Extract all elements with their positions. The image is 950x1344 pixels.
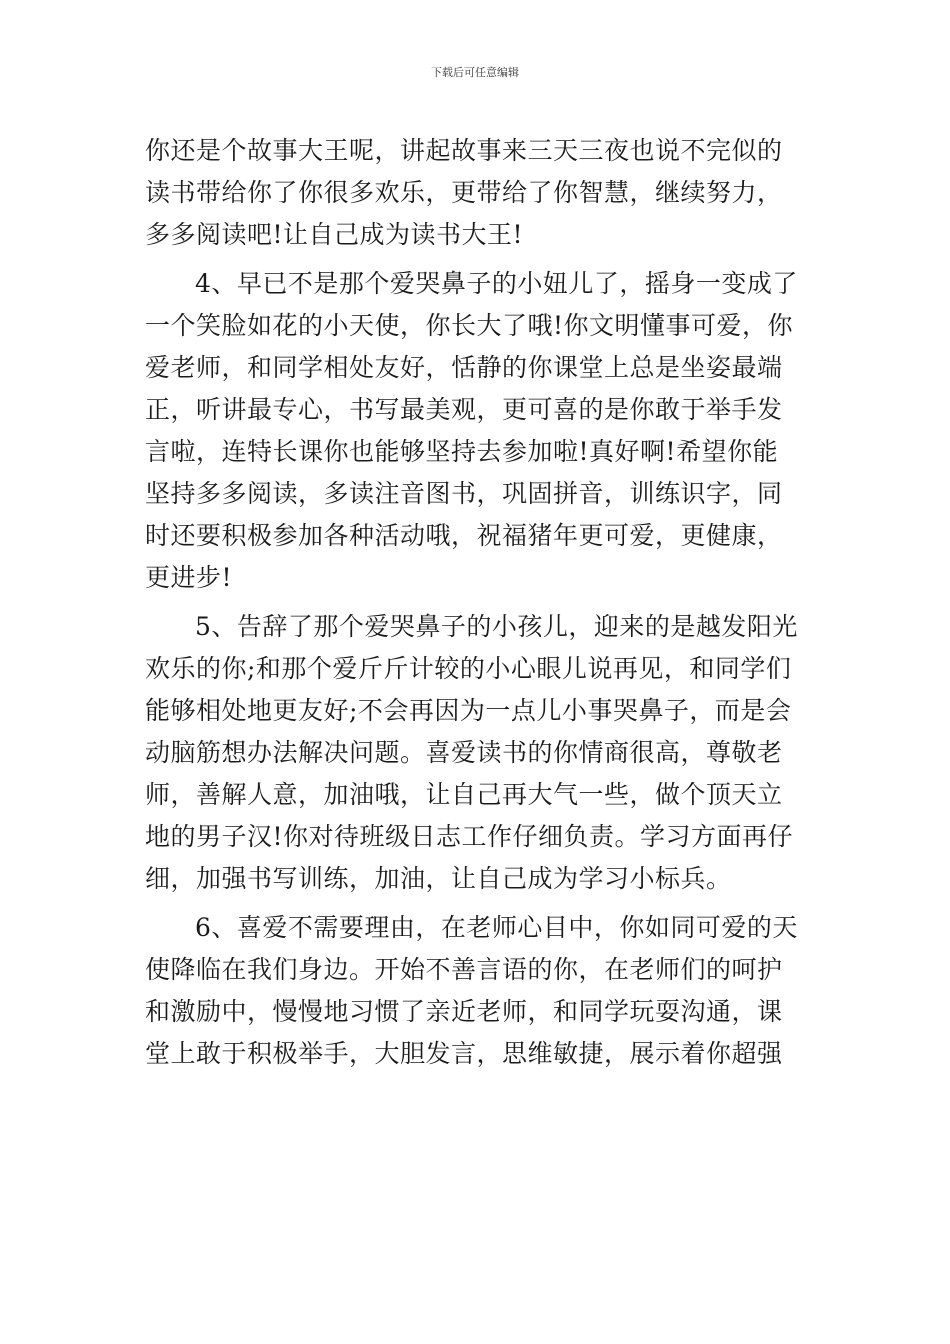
paragraph-item-5	[145, 606, 810, 900]
text-line: 你还是个故事大王呢，讲起故事来三天三夜也说不完似的	[145, 136, 783, 165]
text-line: 地的男子汉!你对待班级日志工作仔细负责。学习方面再仔	[145, 822, 794, 851]
text-line: 更进步!	[145, 563, 233, 592]
text-line: 言啦，连特长课你也能够坚持去参加啦!真好啊!希望你能	[145, 437, 779, 466]
paragraph-item-6	[145, 907, 810, 1075]
text-line: 多多阅读吧!让自己成为读书大王!	[145, 220, 524, 249]
text-line: 能够相处地更友好;不会再因为一点儿小事哭鼻子，而是会	[145, 696, 792, 725]
paragraph-continuation	[145, 130, 810, 256]
text-line: 使降临在我们身边。开始不善言语的你，在老师们的呵护	[145, 955, 783, 984]
text-line: 堂上敢于积极举手，大胆发言，思维敏捷，展示着你超强	[145, 1039, 783, 1068]
text-line: 师，善解人意，加油哦，让自己再大气一些，做个顶天立	[145, 780, 783, 809]
document-body	[145, 130, 810, 1075]
text-line: 6、喜爱不需要理由，在老师心目中，你如同可爱的天	[195, 913, 798, 942]
text-line: 动脑筋想办法解决问题。喜爱读书的你情商很高，尊敬老	[145, 738, 783, 767]
paragraph-item-4	[145, 263, 810, 599]
text-line: 欢乐的你;和那个爱斤斤计较的小心眼儿说再见，和同学们	[145, 654, 792, 683]
text-line: 细，加强书写训练，加油，让自己成为学习小标兵。	[145, 864, 732, 893]
text-line: 一个笑脸如花的小天使，你长大了哦!你文明懂事可爱，你	[145, 311, 794, 340]
text-line: 正，听讲最专心，书写最美观，更可喜的是你敢于举手发	[145, 395, 783, 424]
page-header: 下载后可任意编辑	[431, 66, 519, 79]
text-line: 和激励中，慢慢地习惯了亲近老师，和同学玩耍沟通，课	[145, 997, 783, 1026]
text-line: 爱老师，和同学相处友好，恬静的你课堂上总是坐姿最端	[145, 353, 783, 382]
text-line: 时还要积极参加各种活动哦，祝福猪年更可爱，更健康，	[145, 521, 783, 550]
text-line: 读书带给你了你很多欢乐，更带给了你智慧，继续努力，	[145, 178, 783, 207]
text-line: 4、早已不是那个爱哭鼻子的小妞儿了，摇身一变成了	[195, 269, 798, 298]
text-line: 坚持多多阅读，多读注音图书，巩固拼音，训练识字，同	[145, 479, 783, 508]
text-line: 5、告辞了那个爱哭鼻子的小孩儿，迎来的是越发阳光	[195, 612, 798, 641]
